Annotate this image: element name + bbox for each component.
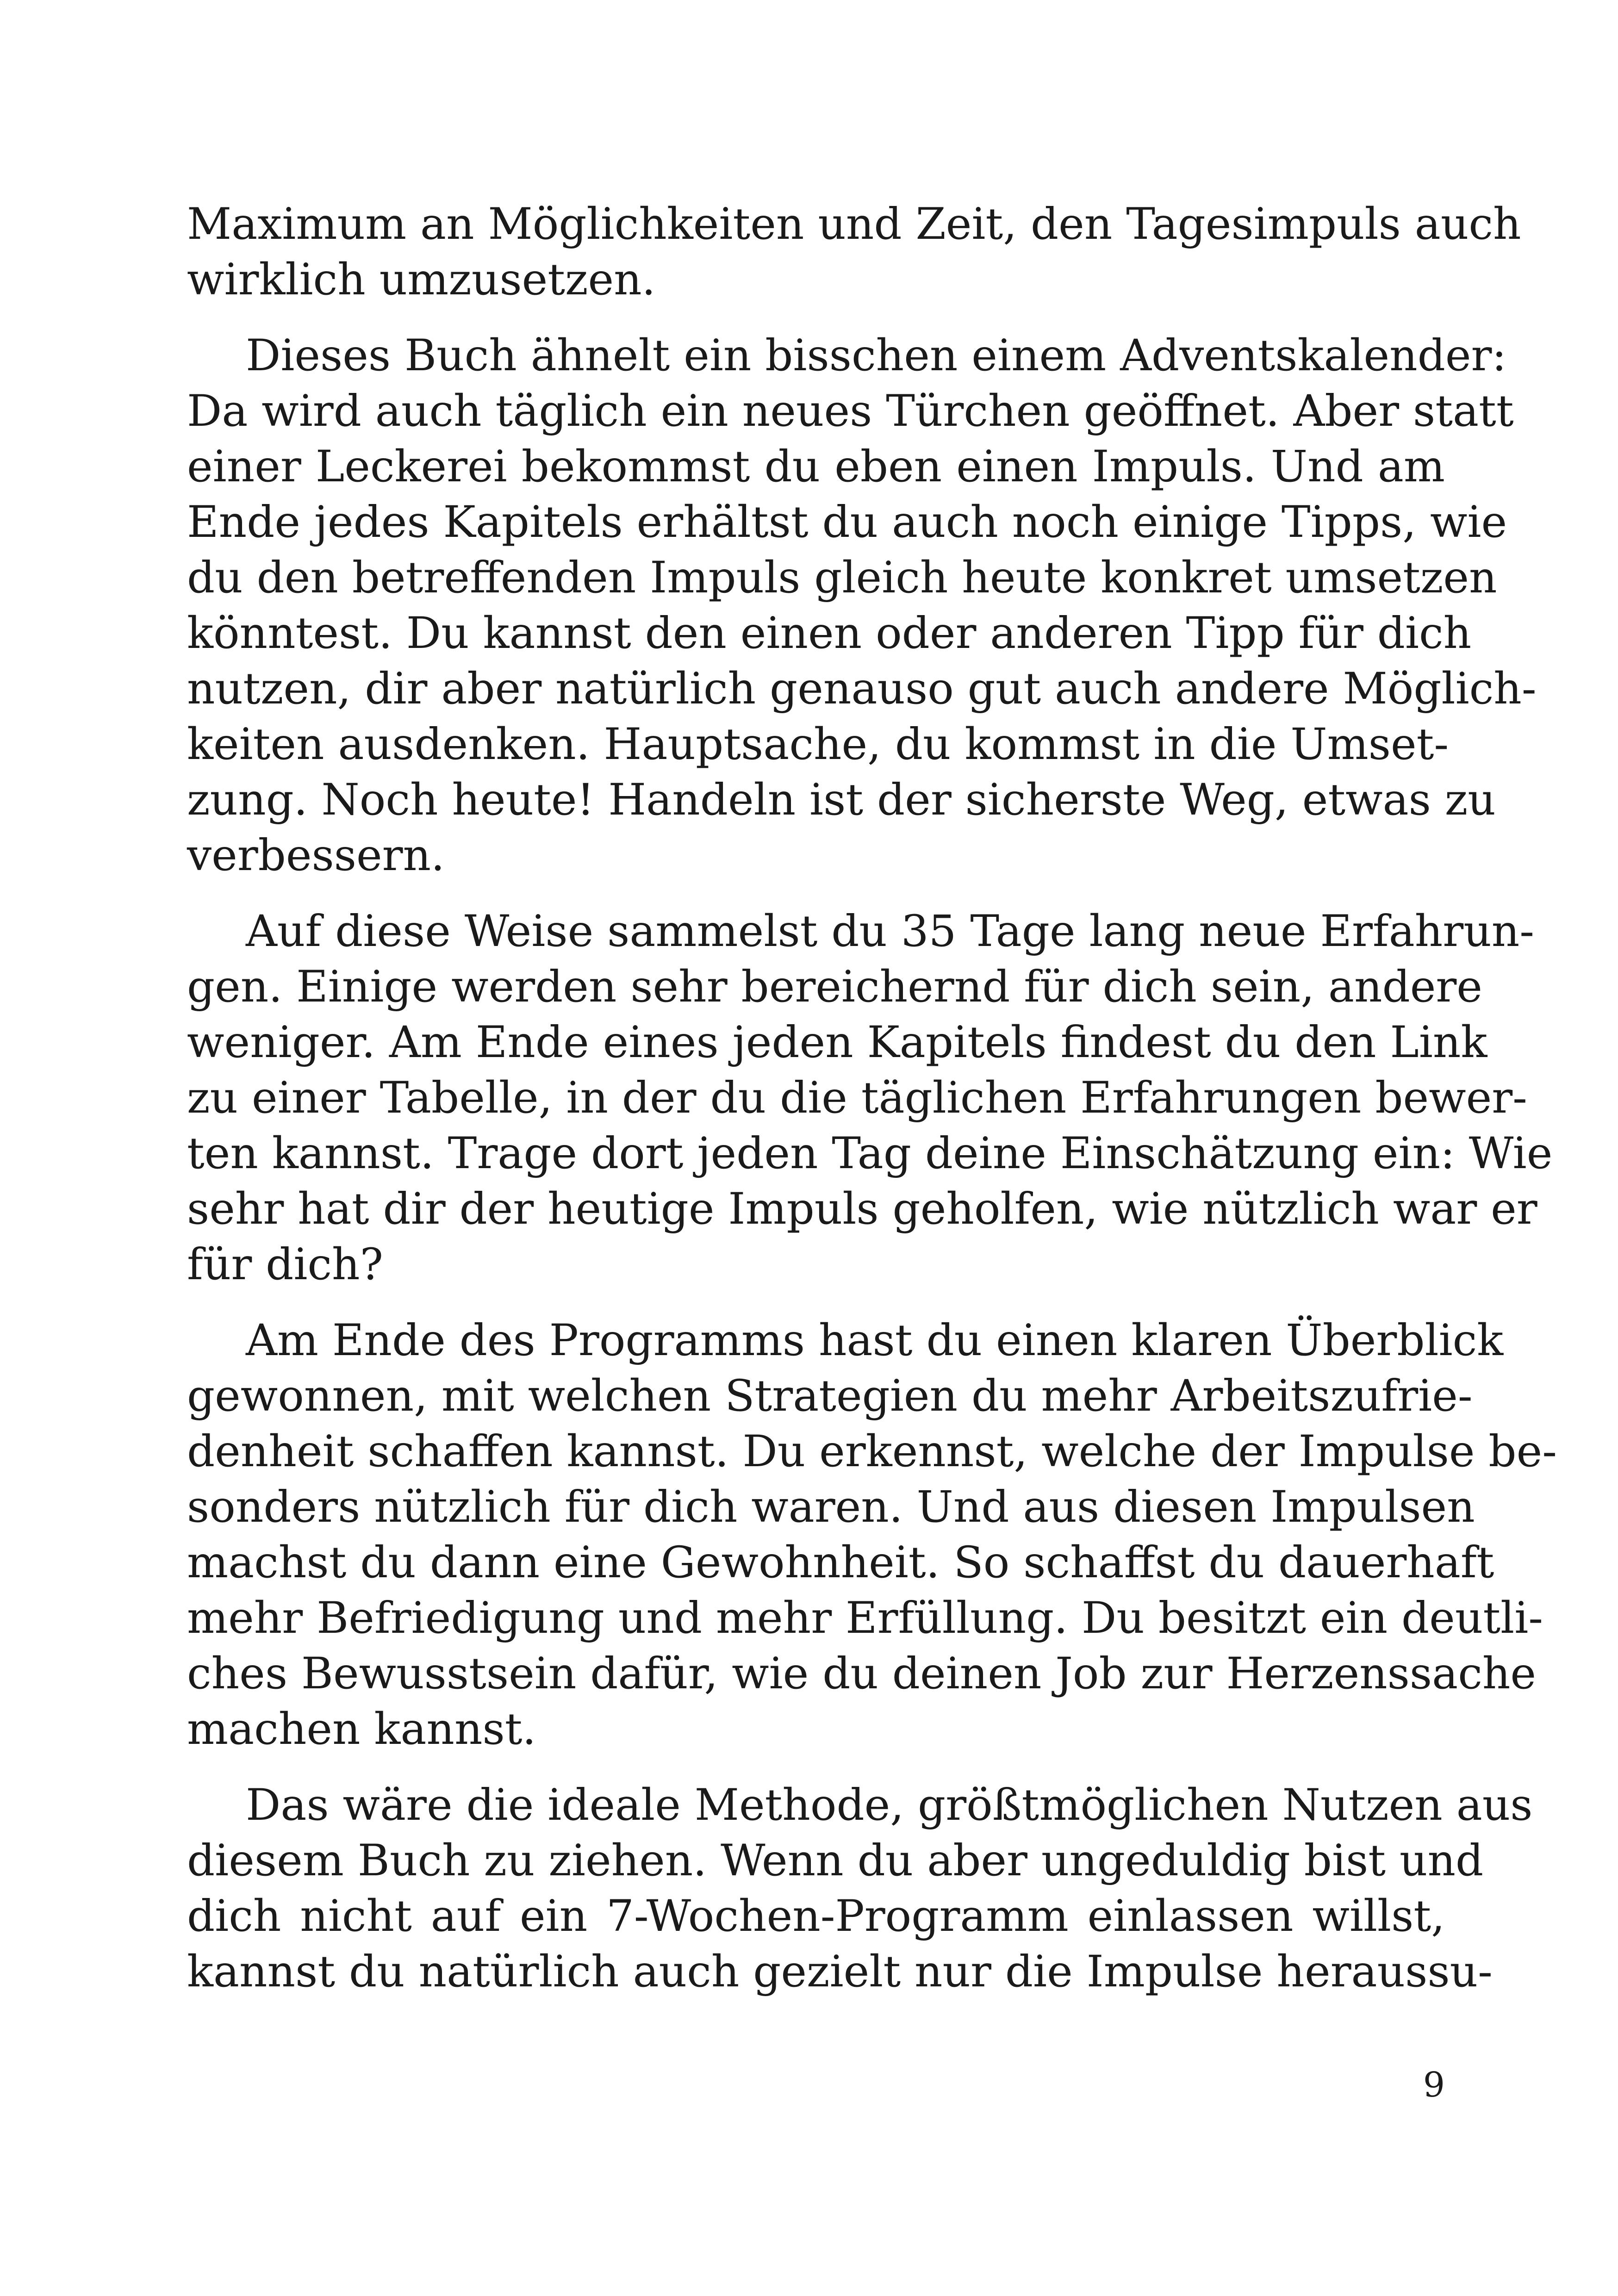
text-line: wirklich umzusetzen. bbox=[187, 255, 656, 305]
text-line: zu einer Tabelle, in der du die täglichen Erfahrungen bewer- bbox=[187, 1073, 1527, 1123]
text-line: gen. Einige werden sehr bereichernd für dich sein, andere bbox=[187, 962, 1482, 1012]
paragraph-5 bbox=[187, 1778, 1533, 2000]
body-text bbox=[187, 197, 1557, 2020]
text-line: machen kannst. bbox=[187, 1704, 536, 1755]
text-line: keiten ausdenken. Hauptsache, du kommst in die Umset- bbox=[187, 719, 1449, 770]
page-number: 9 bbox=[1423, 2065, 1445, 2105]
text-line: Da wird auch täglich ein neues Türchen geöffnet. Aber statt bbox=[187, 386, 1514, 436]
text-line: könntest. Du kannst den einen oder anderen Tipp für dich bbox=[187, 608, 1472, 659]
paragraph-3 bbox=[187, 904, 1553, 1293]
text-line: nutzen, dir aber natürlich genauso gut auch andere Möglich- bbox=[187, 664, 1537, 714]
text-line: Am Ende des Programms hast du einen klaren Überblick bbox=[246, 1315, 1504, 1366]
text-line: Maximum an Möglichkeiten und Zeit, den Tagesimpuls auch bbox=[187, 199, 1521, 249]
paragraph-4 bbox=[187, 1313, 1557, 1757]
text-line: sonders nützlich für dich waren. Und aus diesen Impulsen bbox=[187, 1482, 1475, 1532]
text-line: Dieses Buch ähnelt ein bisschen einem Adventskalender: bbox=[246, 330, 1507, 381]
text-line: ten kannst. Trage dort jeden Tag deine Einschätzung ein: Wie bbox=[187, 1128, 1553, 1179]
paragraph-2 bbox=[187, 328, 1537, 884]
text-line: machst du dann eine Gewohnheit. So schaffst du dauerhaft bbox=[187, 1537, 1494, 1588]
text-line: einer Leckerei bekommst du eben einen Impuls. Und am bbox=[187, 442, 1445, 492]
text-line: zung. Noch heute! Handeln ist der sicherste Weg, etwas zu bbox=[187, 775, 1496, 825]
text-line: kannst du natürlich auch gezielt nur die Impulse heraussu- bbox=[187, 1947, 1493, 1997]
paragraph-1 bbox=[187, 197, 1521, 308]
text-line: Ende jedes Kapitels erhältst du auch noch einige Tipps, wie bbox=[187, 497, 1507, 548]
text-line: gewonnen, mit welchen Strategien du mehr Arbeitszufrie- bbox=[187, 1371, 1473, 1421]
text-line: dich nicht auf ein 7-Wochen-Programm einlassen willst, bbox=[187, 1891, 1445, 1941]
text-line: Das wäre die ideale Methode, größtmöglichen Nutzen aus bbox=[246, 1780, 1533, 1830]
text-line: denheit schaffen kannst. Du erkennst, welche der Impulse be- bbox=[187, 1426, 1557, 1477]
text-line: du den betreffenden Impuls gleich heute konkret umsetzen bbox=[187, 553, 1497, 603]
text-line: diesem Buch zu ziehen. Wenn du aber ungeduldig bist und bbox=[187, 1836, 1484, 1886]
text-line: Auf diese Weise sammelst du 35 Tage lang neue Erfahrun- bbox=[246, 906, 1535, 957]
text-line: weniger. Am Ende eines jeden Kapitels findest du den Link bbox=[187, 1017, 1487, 1068]
text-line: ches Bewusstsein dafür, wie du deinen Job zur Herzenssache bbox=[187, 1649, 1537, 1699]
text-line: mehr Befriedigung und mehr Erfüllung. Du besitzt ein deutli- bbox=[187, 1593, 1543, 1643]
text-line: verbessern. bbox=[187, 830, 445, 881]
text-line: sehr hat dir der heutige Impuls geholfen, wie nützlich war er bbox=[187, 1184, 1537, 1234]
text-line: für dich? bbox=[187, 1239, 383, 1290]
